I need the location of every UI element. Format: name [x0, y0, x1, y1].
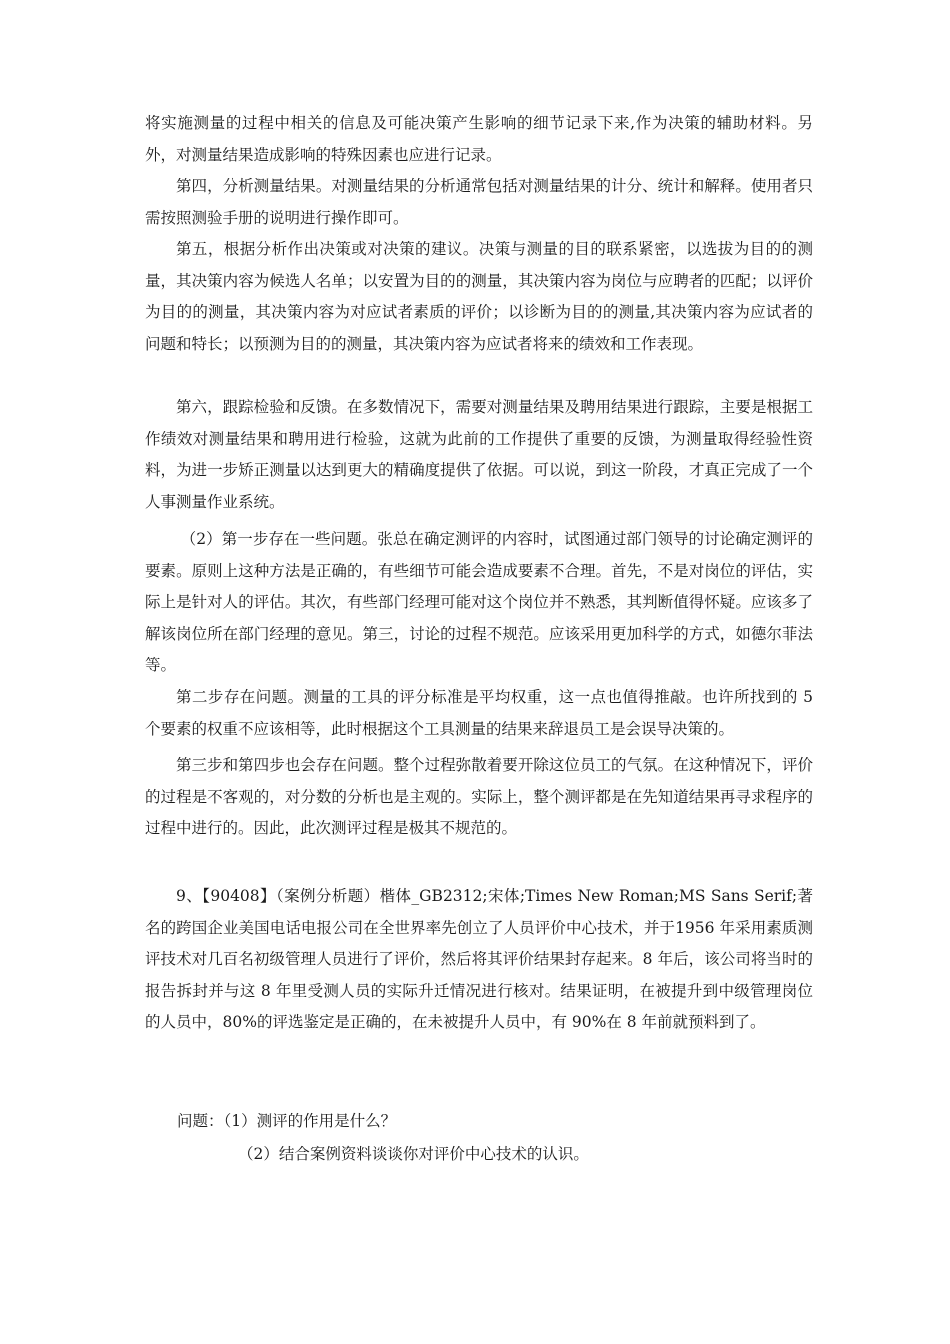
case-question-9: 9、【90408】（案例分析题）楷体_GB2312;宋体;Times New Roman;MS Sans Serif;著名的跨国企业美国电话电报公司在全世界率先创立了人员评价中心技术，并于1956 年采用素质测评技术对几百名初级管理人员进行了评价，然后将其评价结果封存起来。8 年后，该公司将当时的报告拆封并与这 8 年里受测人员的实际升迁情况进行核对。结果证明，在被提升到中级管理岗位的人员中，80%的评选鉴定是正确的，在未被提升人员中，有 90%在 8 年前就预料到了。	[145, 887, 813, 1031]
question-2: （2）结合案例资料谈谈你对评价中心技术的认识。	[238, 1145, 589, 1163]
paragraph-3: 第五，根据分析作出决策或对决策的建议。决策与测量的目的联系紧密，以选拔为目的的测量，其决策内容为候选人名单；以安置为目的的测量，其决策内容为岗位与应聘者的匹配；以评价为目的的测量，其决策内容为对应试者素质的评价；以诊断为目的的测量,其决策内容为应试者的问题和特长；以预测为目的的测量，其决策内容为应试者将来的绩效和工作表现。	[145, 240, 813, 353]
paragraph-2: 第四，分析测量结果。对测量结果的分析通常包括对测量结果的计分、统计和解释。使用者只需按照测验手册的说明进行操作即可。	[145, 177, 813, 227]
paragraph-5: （2）第一步存在一些问题。张总在确定测评的内容时，试图通过部门领导的讨论确定测评的要素。原则上这种方法是正确的，有些细节可能会造成要素不合理。首先，不是对岗位的评估，实际上是针对人的评估。其次，有些部门经理可能对这个岗位并不熟悉，其判断值得怀疑。应该多了解该岗位所在部门经理的意见。第三，讨论的过程不规范。应该采用更加科学的方式，如德尔菲法等。	[145, 530, 813, 674]
paragraph-6: 第二步存在问题。测量的工具的评分标准是平均权重，这一点也值得推敲。也许所找到的 5 个要素的权重不应该相等，此时根据这个工具测量的结果来辞退员工是会误导决策的。	[145, 688, 813, 738]
paragraph-1: 将实施测量的过程中相关的信息及可能决策产生影响的细节记录下来,作为决策的辅助材料。另外，对测量结果造成影响的特殊因素也应进行记录。	[145, 114, 813, 164]
paragraph-7: 第三步和第四步也会存在问题。整个过程弥散着要开除这位员工的气氛。在这种情况下，评价的过程是不客观的，对分数的分析也是主观的。实际上，整个测评都是在先知道结果再寻求程序的过程中进行的。因此，此次测评过程是极其不规范的。	[145, 756, 813, 837]
paragraph-4: 第六，跟踪检验和反馈。在多数情况下，需要对测量结果及聘用结果进行跟踪，主要是根据工作绩效对测量结果和聘用进行检验，这就为此前的工作提供了重要的反馈，为测量取得经验性资料，为进一步矫正测量以达到更大的精确度提供了依据。可以说，到这一阶段，才真正完成了一个人事测量作业系统。	[145, 398, 813, 511]
question-1: 问题：（1）测评的作用是什么？	[177, 1112, 397, 1130]
